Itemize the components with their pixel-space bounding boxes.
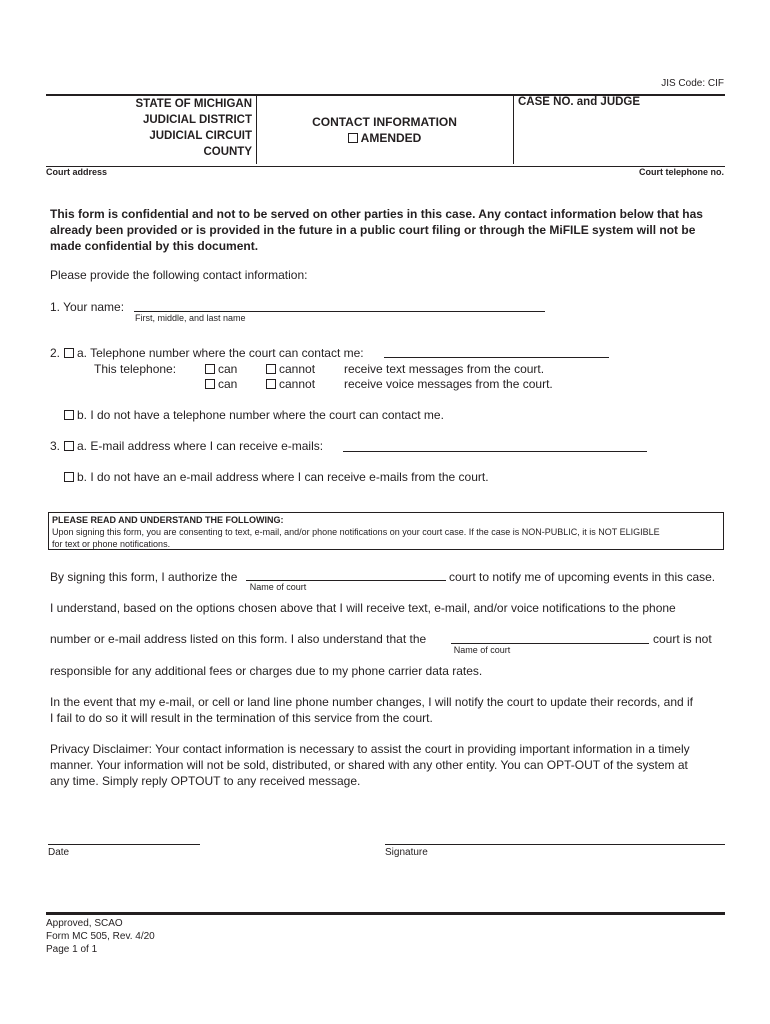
notice-title: PLEASE READ AND UNDERSTAND THE FOLLOWING: xyxy=(52,515,284,525)
text-cannot-checkbox[interactable] xyxy=(266,364,276,374)
this-telephone-label: This telephone: xyxy=(94,362,177,376)
amended-checkbox[interactable] xyxy=(348,133,358,143)
voice-cannot-option[interactable] xyxy=(266,377,315,391)
understand-line-1: I understand, based on the options chosen above that I will receive text, e-mail, and/or voice notifications to the phone xyxy=(50,601,676,615)
district-label: JUDICIAL DISTRICT xyxy=(142,114,252,126)
item3a-checkbox[interactable] xyxy=(64,441,74,451)
court-name-input-2[interactable] xyxy=(451,643,649,644)
item3b-label: b. I do not have an e-mail address where I can receive e-mails from the court. xyxy=(77,470,489,484)
phone-input-line[interactable] xyxy=(384,357,609,358)
authorize-post: court to notify me of upcoming events in this case. xyxy=(449,570,716,584)
voice-can-option[interactable] xyxy=(205,377,237,391)
text-can-option[interactable] xyxy=(205,362,237,376)
understand-line-2-post: court is not xyxy=(653,632,712,646)
item3b-checkbox[interactable] xyxy=(64,472,74,482)
item2-number: 2. xyxy=(50,346,61,360)
receive-text-label: receive text messages from the court. xyxy=(344,362,545,376)
court-address-label: Court address xyxy=(46,167,108,177)
item2b-checkbox[interactable] xyxy=(64,410,74,420)
item3a-option[interactable] xyxy=(64,439,323,453)
page-number: Page 1 of 1 xyxy=(46,944,98,955)
signature-label: Signature xyxy=(385,847,428,858)
item2a-checkbox[interactable] xyxy=(64,348,74,358)
item3b-option[interactable] xyxy=(64,470,489,484)
responsible-text: responsible for any additional fees or charges due to my phone carrier data rates. xyxy=(50,664,483,678)
amended-label: AMENDED xyxy=(360,131,422,145)
notice-line-2: for text or phone notifications. xyxy=(52,539,171,549)
amended-option[interactable] xyxy=(256,130,513,146)
court-name-input-1[interactable] xyxy=(246,580,446,581)
state-label: STATE OF MICHIGAN xyxy=(135,98,252,110)
email-input-line[interactable] xyxy=(343,451,647,452)
name-caption: First, middle, and last name xyxy=(135,313,246,323)
text-cannot-label: cannot xyxy=(279,362,316,376)
voice-can-label: can xyxy=(218,377,238,391)
form-number: Form MC 505, Rev. 4/20 xyxy=(46,931,155,942)
privacy-line-1: Privacy Disclaimer: Your contact information is necessary to assist the court in providing important information in a timely xyxy=(50,742,690,756)
understand-line-2-pre: number or e-mail address listed on this form. I also understand that the xyxy=(50,632,427,646)
notice-line-1: Upon signing this form, you are consenting to text, e-mail, and/or phone notifications on your court case. If the case is NON-PUBLIC, it is NOT ELIGIBLE xyxy=(52,527,660,537)
approved-label: Approved, SCAO xyxy=(46,918,123,929)
form-title: CONTACT INFORMATION xyxy=(312,115,457,129)
court-name-caption-2: Name of court xyxy=(453,645,511,655)
form-title-block xyxy=(256,114,513,146)
footer-rule xyxy=(46,912,725,915)
county-label: COUNTY xyxy=(203,146,252,158)
name-input-line[interactable] xyxy=(134,311,545,312)
item3-number: 3. xyxy=(50,439,61,453)
voice-can-checkbox[interactable] xyxy=(205,379,215,389)
item2b-option[interactable] xyxy=(64,408,444,422)
court-phone-label: Court telephone no. xyxy=(639,167,724,177)
confidential-statement: This form is confidential and not to be served on other parties in this case. Any contact information below that has already been provided or is provided in the future in a public court filing or through the MiFILE system will not be made confidential by this document. xyxy=(50,207,703,253)
item3a-label: a. E-mail address where I can receive e-mails: xyxy=(77,439,324,453)
court-name-caption-1: Name of court xyxy=(249,582,307,592)
receive-voice-label: receive voice messages from the court. xyxy=(344,377,553,391)
privacy-paragraph xyxy=(50,741,690,789)
date-label: Date xyxy=(48,847,70,858)
authorize-pre: By signing this form, I authorize the xyxy=(50,570,238,584)
item2a-label: a. Telephone number where the court can contact me: xyxy=(77,346,364,360)
item1-label: 1. Your name: xyxy=(50,300,125,314)
voice-cannot-label: cannot xyxy=(279,377,316,391)
signature-input-line[interactable] xyxy=(385,844,725,845)
date-input-line[interactable] xyxy=(48,844,200,845)
privacy-line-2: manner. Your information will not be sold, distributed, or shared with any other entity. You can OPT-OUT of the system at xyxy=(50,758,688,772)
please-provide: Please provide the following contact information: xyxy=(50,268,308,282)
court-names xyxy=(46,96,252,160)
event-paragraph xyxy=(50,694,693,726)
voice-cannot-checkbox[interactable] xyxy=(266,379,276,389)
jis-code: JIS Code: CIF xyxy=(661,78,724,89)
text-cannot-option[interactable] xyxy=(266,362,315,376)
footer-info xyxy=(46,917,155,956)
item2b-label: b. I do not have a telephone number where the court can contact me. xyxy=(77,408,444,422)
event-line-1: In the event that my e-mail, or cell or land line phone number changes, I will notify the court to update their records, and if xyxy=(50,695,694,709)
text-can-checkbox[interactable] xyxy=(205,364,215,374)
caption-divider-right xyxy=(513,96,514,164)
privacy-line-3: any time. Simply reply OPTOUT to any received message. xyxy=(50,774,361,788)
text-can-label: can xyxy=(218,362,238,376)
event-line-2: I fail to do so it will result in the termination of this service from the court. xyxy=(50,711,433,725)
notice-box xyxy=(48,512,724,550)
item2a-option[interactable] xyxy=(64,346,364,360)
circuit-label: JUDICIAL CIRCUIT xyxy=(149,130,252,142)
case-no-label: CASE NO. and JUDGE xyxy=(518,96,641,108)
